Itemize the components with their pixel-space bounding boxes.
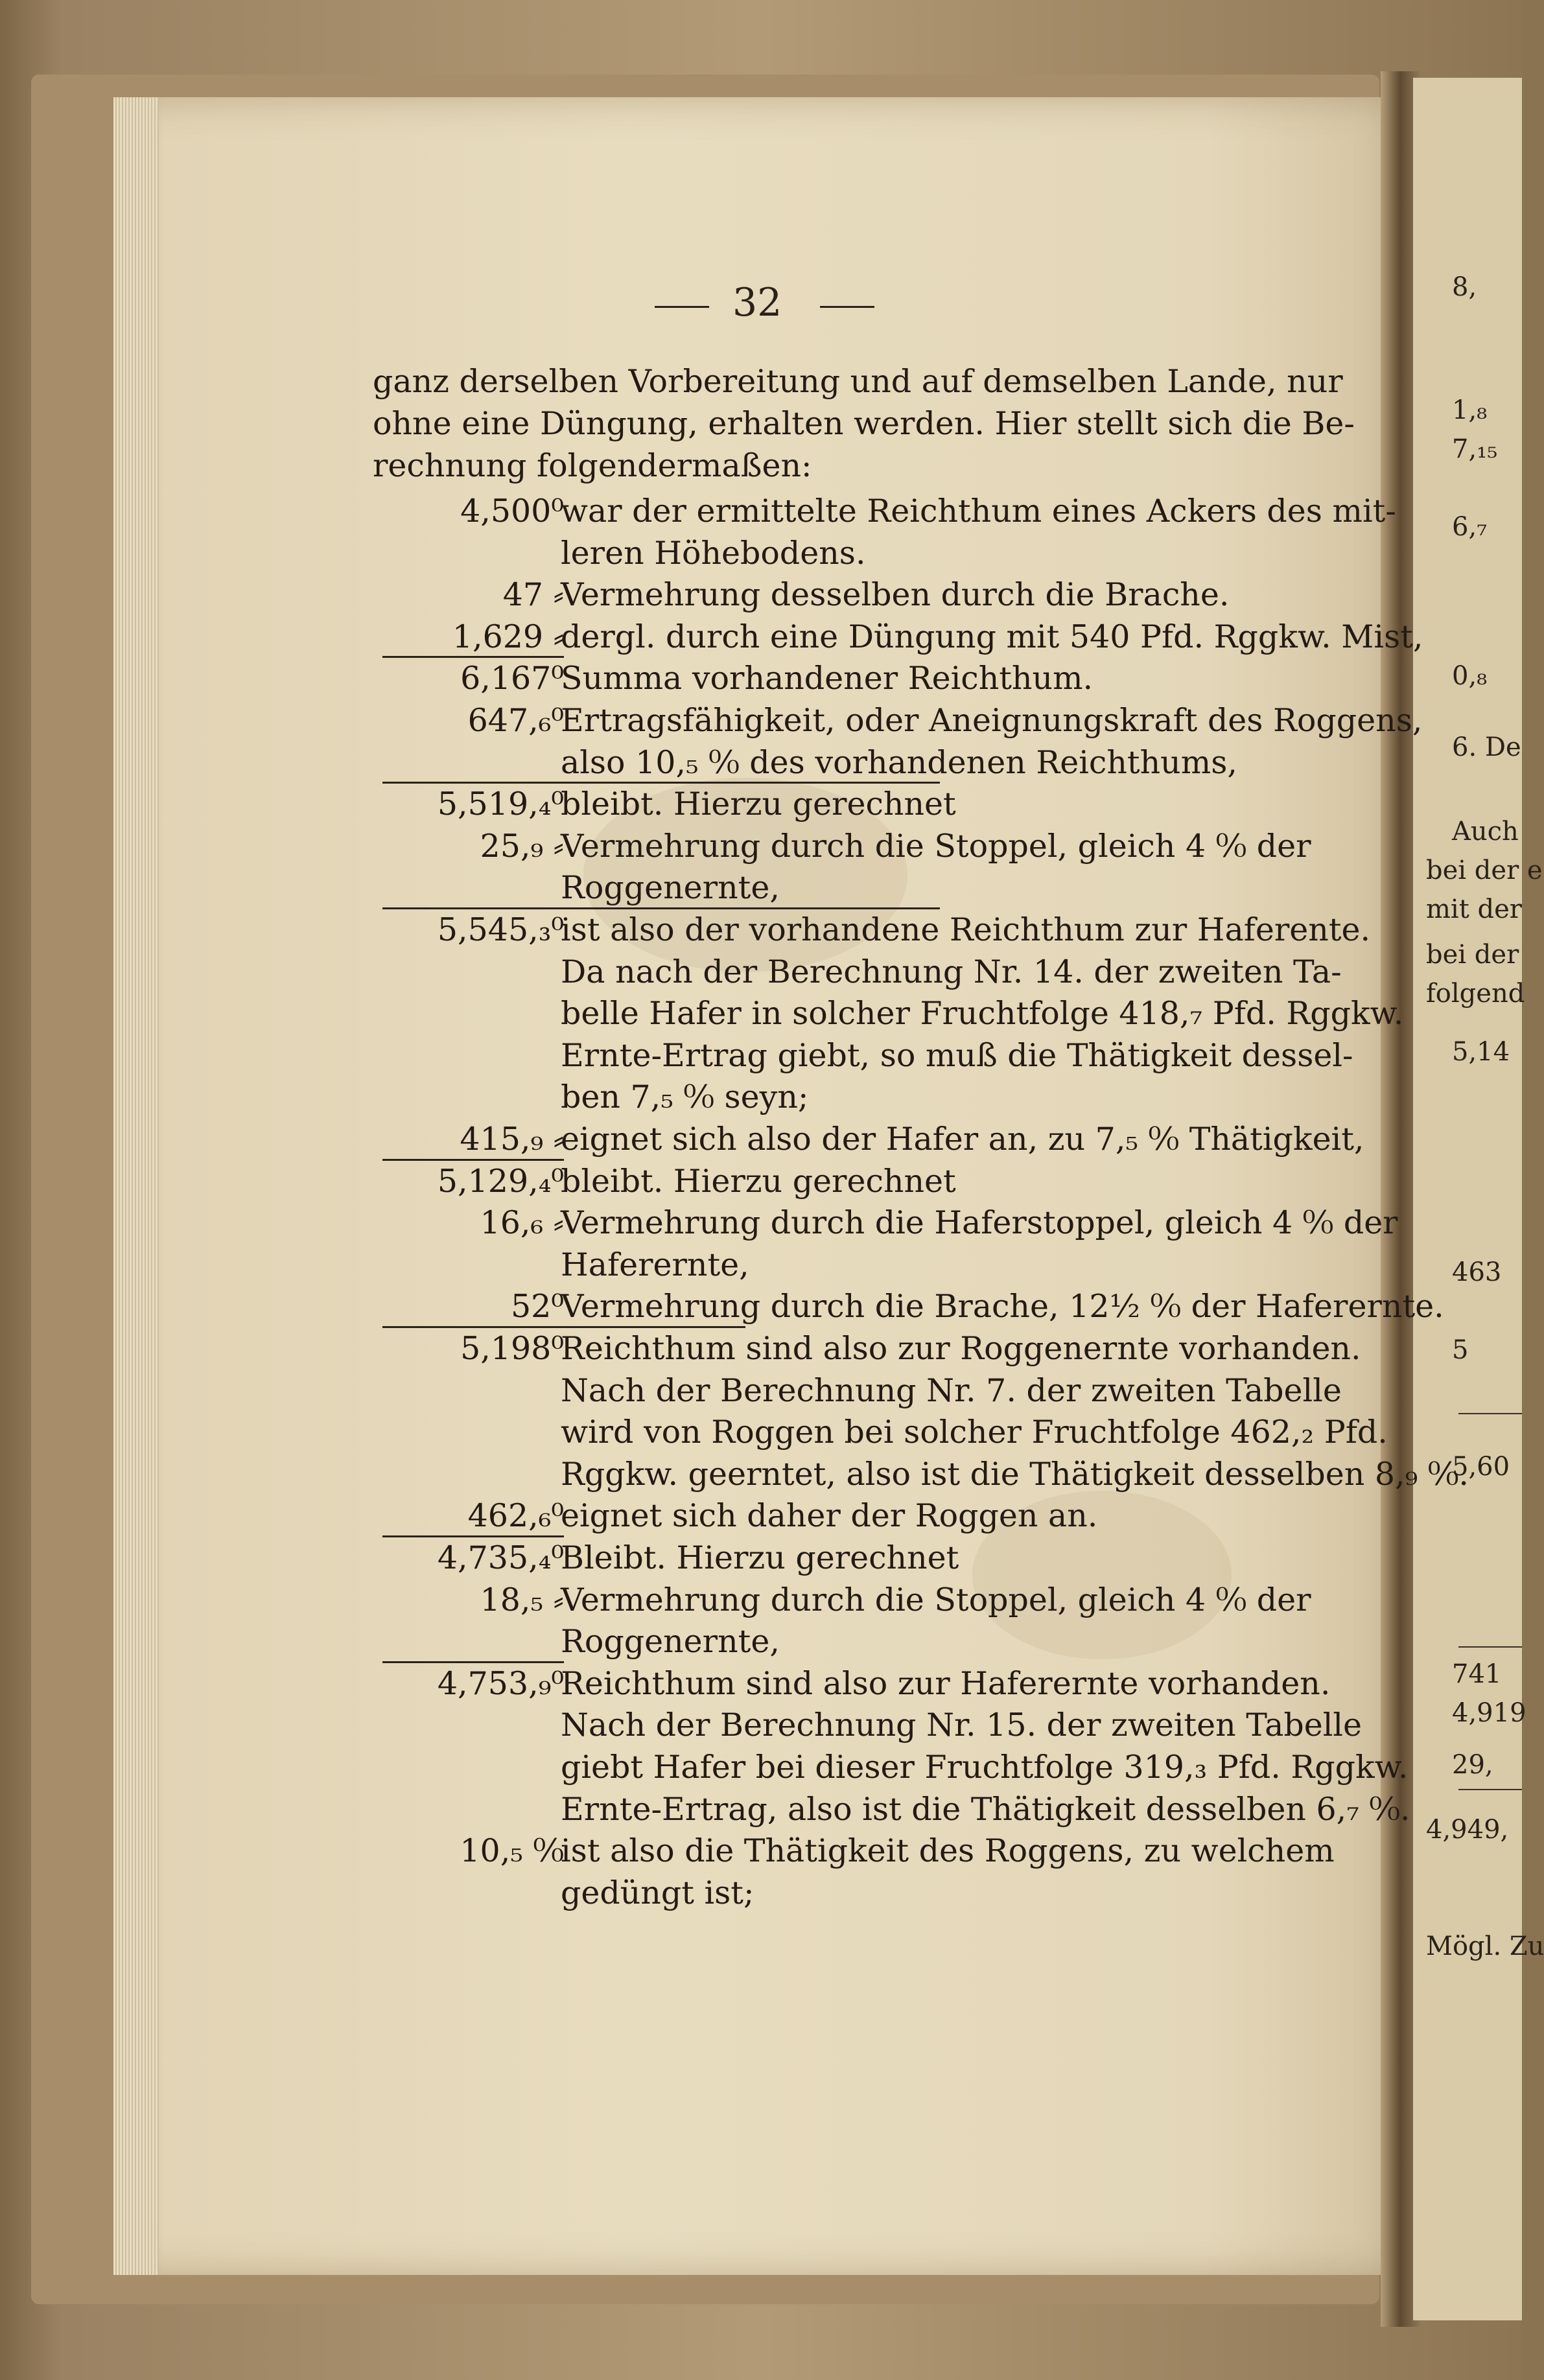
entry-text: Da nach der Berechnung Nr. 14. der zweiten Ta-	[561, 953, 1342, 990]
entry-text: bleibt. Hierzu gerechnet	[561, 786, 956, 823]
entry-number: 5,545,₃⁰	[437, 911, 564, 948]
page-number-dash-left	[655, 306, 709, 308]
entry-text: dergl. durch eine Düngung mit 540 Pfd. Rggkw. Mist,	[561, 618, 1423, 655]
entry-text: Nach der Berechnung Nr. 7. der zweiten Tabelle	[561, 1371, 1342, 1409]
entry-text: gedüngt ist;	[561, 1874, 754, 1911]
facing-page-rule	[1458, 1646, 1522, 1648]
sum-rule	[382, 907, 940, 909]
entry-text: Ertragsfähigkeit, oder Aneignungskraft des Roggens,	[561, 702, 1423, 739]
entry-number: 415,₉ ⸗	[460, 1121, 564, 1158]
entry-number: 25,₉ ⸗	[480, 827, 564, 865]
facing-page-fragment: bei der	[1426, 940, 1519, 970]
sum-rule	[382, 1535, 564, 1537]
facing-page-rule	[1458, 1789, 1522, 1790]
entry-text: also 10,₅ ⁰⁄₀ des vorhandenen Reichthums,	[561, 743, 1237, 781]
entry-text: Vermehrung durch die Stoppel, gleich 4 ⁰⁄₀ der	[561, 827, 1311, 865]
sum-rule	[382, 782, 940, 784]
sum-rule	[382, 656, 564, 658]
facing-page-fragment: 0,₈	[1452, 661, 1488, 691]
entry-number: 4,753,₉⁰	[437, 1664, 564, 1702]
sum-rule	[382, 1661, 564, 1663]
facing-page-fragment: 463	[1452, 1257, 1502, 1287]
entry-number: 10,₅ ⁰⁄₀	[460, 1832, 564, 1870]
facing-page-fragment: 5	[1452, 1335, 1469, 1365]
facing-page-fragment: 7,₁₅	[1452, 434, 1498, 464]
entry-number: 5,198⁰	[460, 1330, 564, 1367]
entry-text: Reichthum sind also zur Roggenernte vorhanden.	[561, 1330, 1361, 1367]
entry-text: Nach der Berechnung Nr. 15. der zweiten Tabelle	[561, 1707, 1363, 1744]
entry-text: Vermehrung durch die Brache, 12½ ⁰⁄₀ der Haferernte.	[561, 1288, 1444, 1325]
facing-page-edge	[1413, 78, 1544, 2320]
entry-text: ist also die Thätigkeit des Roggens, zu welchem	[561, 1832, 1335, 1870]
facing-page-fragment: 5,14	[1452, 1037, 1510, 1067]
entry-text: leren Höhebodens.	[561, 534, 866, 572]
facing-page-fragment: 1,₈	[1452, 395, 1488, 425]
page-number-dash-right	[820, 306, 874, 308]
entry-number: 5,129,₄⁰	[437, 1162, 564, 1200]
entry-text: eignet sich also der Hafer an, zu 7,₅ ⁰⁄₀ Thätigkeit,	[561, 1121, 1364, 1158]
sum-rule	[382, 1326, 745, 1328]
intro-line: rechnung folgendermaßen:	[373, 447, 812, 484]
entry-text: Vermehrung durch die Haferstoppel, gleich 4 ⁰⁄₀ der	[561, 1204, 1398, 1242]
entry-text: Rggkw. geerntet, also ist die Thätigkeit desselben 8,₉ ⁰⁄₀.	[561, 1455, 1469, 1493]
entry-number: 52⁰	[511, 1288, 564, 1325]
facing-page-fragment: 741	[1452, 1659, 1502, 1689]
entry-text: Reichthum sind also zur Haferernte vorhanden.	[561, 1664, 1331, 1702]
entry-text: Bleibt. Hierzu gerechnet	[561, 1539, 959, 1576]
facing-page-fragment: 6. De	[1452, 732, 1521, 762]
facing-page-rule	[1458, 1413, 1522, 1414]
entry-number: 647,₆⁰	[467, 702, 564, 739]
facing-page-fragment: 6,₇	[1452, 512, 1488, 542]
entry-text: ist also der vorhandene Reichthum zur Haferente.	[561, 911, 1371, 948]
entry-number: 1,629 ⸗	[452, 618, 564, 655]
facing-page-fragment: 4,949,	[1426, 1815, 1509, 1845]
entry-text: Vermehrung desselben durch die Brache.	[561, 576, 1230, 614]
facing-page-fragment: 4,919	[1452, 1698, 1526, 1728]
entry-text: ben 7,₅ ⁰⁄₀ seyn;	[561, 1079, 809, 1116]
entry-text: Ernte-Ertrag, also ist die Thätigkeit desselben 6,₇ ⁰⁄₀.	[561, 1790, 1410, 1828]
entry-text: Ernte-Ertrag giebt, so muß die Thätigkeit dessel-	[561, 1036, 1353, 1074]
entry-text: Summa vorhandener Reichthum.	[561, 660, 1094, 697]
facing-page-fragment: bei der e	[1426, 856, 1543, 885]
facing-page-fragment: 8,	[1452, 272, 1477, 302]
entry-number: 18,₅ ⸗	[480, 1581, 564, 1618]
entry-text: eignet sich daher der Roggen an.	[561, 1497, 1098, 1535]
facing-page-fragment: folgend	[1426, 979, 1525, 1009]
page-fore-edge	[113, 97, 159, 2275]
entry-number: 16,₆ ⸗	[480, 1204, 564, 1242]
entry-text: giebt Hafer bei dieser Fruchtfolge 319,₃ Pfd. Rggkw.	[561, 1749, 1409, 1786]
facing-page-fragment: 5,60	[1452, 1452, 1510, 1482]
entry-number: 462,₆⁰	[467, 1497, 564, 1535]
facing-page-fragment: Mögl. Zu	[1426, 1931, 1544, 1961]
entry-number: 47 ⸗	[502, 576, 564, 614]
facing-page-fragment: Auch	[1452, 817, 1519, 846]
entry-text: Roggenernte,	[561, 869, 780, 907]
page-number: 32	[732, 280, 782, 325]
entry-text: Roggenernte,	[561, 1623, 780, 1661]
intro-line: ganz derselben Vorbereitung und auf demselben Lande, nur	[373, 363, 1343, 400]
entry-text: Vermehrung durch die Stoppel, gleich 4 ⁰⁄₀ der	[561, 1581, 1311, 1618]
sum-rule	[382, 1159, 564, 1161]
entry-number: 5,519,₄⁰	[437, 786, 564, 823]
entry-text: bleibt. Hierzu gerechnet	[561, 1162, 956, 1200]
entry-number: 4,500⁰	[460, 493, 564, 530]
entry-number: 6,167⁰	[460, 660, 564, 697]
entry-text: war der ermittelte Reichthum eines Ackers des mit-	[561, 493, 1396, 530]
entry-text: wird von Roggen bei solcher Fruchtfolge 462,₂ Pfd.	[561, 1414, 1388, 1451]
entry-text: belle Hafer in solcher Fruchtfolge 418,₇ Pfd. Rggkw.	[561, 995, 1404, 1032]
intro-line: ohne eine Düngung, erhalten werden. Hier stellt sich die Be-	[373, 405, 1355, 442]
facing-page-fragment: 29,	[1452, 1750, 1493, 1780]
entry-text: Haferernte,	[561, 1246, 749, 1283]
facing-page-fragment: mit der	[1426, 894, 1522, 924]
entry-number: 4,735,₄⁰	[437, 1539, 564, 1576]
